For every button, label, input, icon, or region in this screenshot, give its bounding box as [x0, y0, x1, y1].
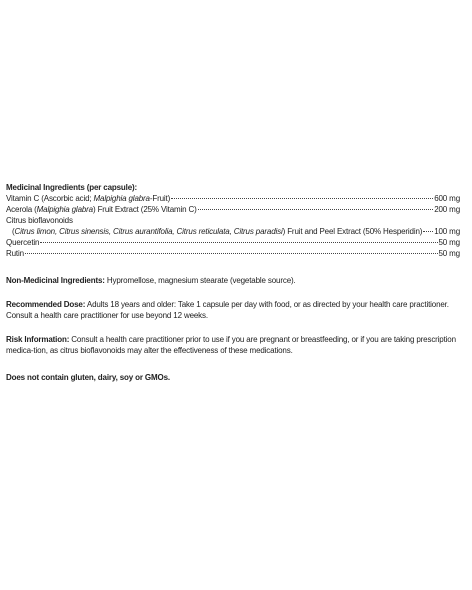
recommended-dose-label: Recommended Dose: [6, 300, 86, 309]
ingredient-name: Rutin [6, 249, 24, 258]
ingredient-name: Acerola (Malpighia glabra) Fruit Extract (25% Vitamin C) [6, 205, 197, 214]
label-content [6, 182, 460, 383]
non-medicinal-label: Non-Medicinal Ingredients: [6, 276, 105, 285]
recommended-dose [6, 299, 460, 321]
ingredient-row-vitamin-c [6, 193, 460, 204]
ingredient-row-acerola [6, 204, 460, 215]
dot-leader [40, 242, 437, 243]
latin-name: Citrus limon, Citrus sinensis, Citrus aurantifolia, Citrus reticulata, Citrus paradisi [14, 227, 283, 236]
allergen-statement: Does not contain gluten, dairy, soy or GMOs. [6, 373, 170, 382]
risk-information-text: Consult a health care practitioner prior to use if you are pregnant or breastfeeding, or if you are taking prescription medica-tion, as citrus bioflavonoids may alter the effectiveness of these medications. [6, 335, 456, 355]
ingredient-row-rutin [6, 248, 460, 259]
ingredient-row-citrus [6, 226, 460, 237]
dot-leader [25, 253, 438, 254]
ingredient-citrus-label: Citrus bioflavonoids [6, 216, 73, 225]
risk-information-label: Risk Information: [6, 335, 70, 344]
dot-leader [423, 231, 433, 232]
ingredient-amount: 200 mg [434, 205, 460, 214]
recommended-dose-text: Adults 18 years and older: Take 1 capsule per day with food, or as directed by your health care practitioner. Consult a health care practitioner for use beyond 12 weeks. [6, 300, 449, 320]
ingredient-name: (Citrus limon, Citrus sinensis, Citrus aurantifolia, Citrus reticulata, Citrus paradisi) Fruit and Peel Extract (50% Hesperidin) [12, 227, 423, 236]
ingredient-amount: 100 mg [434, 227, 460, 236]
dot-leader [198, 209, 434, 210]
latin-name: Malpighia glabra [93, 194, 150, 203]
dot-leader [171, 198, 433, 199]
ingredient-name: Quercetin [6, 238, 40, 247]
risk-information [6, 334, 460, 356]
ingredient-amount: 600 mg [434, 194, 460, 203]
non-medicinal-ingredients [6, 275, 460, 286]
ingredient-name: Vitamin C (Ascorbic acid; Malpighia glabra-Fruit) [6, 194, 171, 203]
ingredient-amount: 50 mg [438, 238, 460, 247]
medicinal-ingredients-heading: Medicinal Ingredients (per capsule): [6, 183, 138, 192]
latin-name: Malpighia glabra [36, 205, 93, 214]
non-medicinal-text: Hypromellose, magnesium stearate (vegetable source). [104, 276, 296, 285]
ingredient-amount: 50 mg [438, 249, 460, 258]
ingredient-row-quercetin [6, 237, 460, 248]
